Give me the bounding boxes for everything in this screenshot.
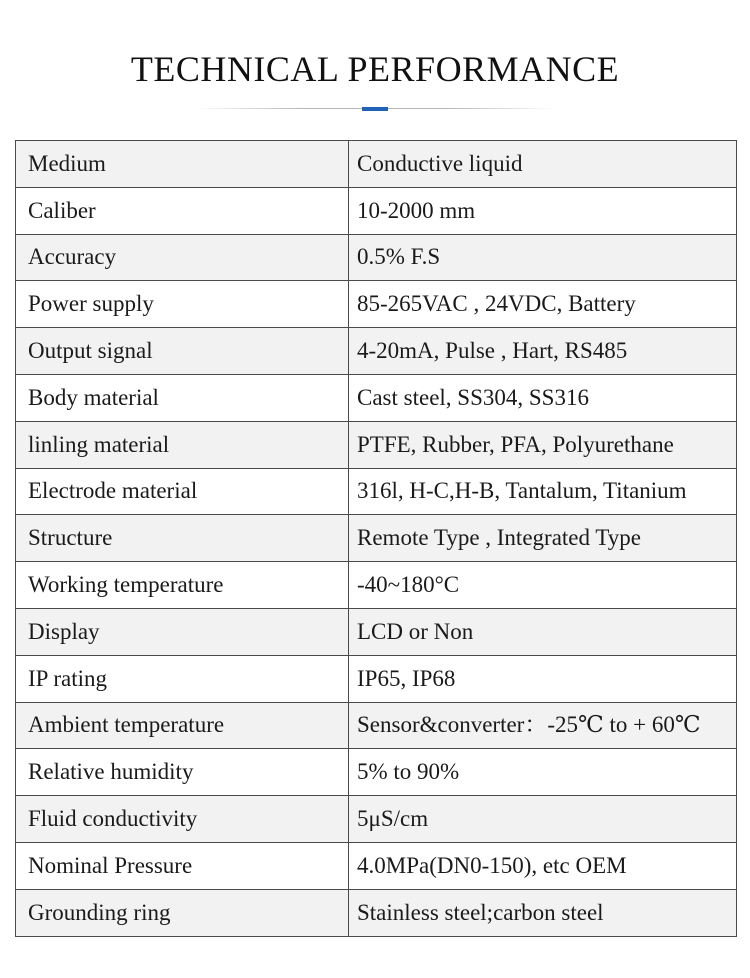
spec-value: LCD or Non xyxy=(349,608,737,655)
spec-value: Stainless steel;carbon steel xyxy=(349,889,737,936)
spec-value: 4.0MPa(DN0-150), etc OEM xyxy=(349,842,737,889)
table-row xyxy=(16,468,737,515)
table-row xyxy=(16,702,737,749)
table-row xyxy=(16,234,737,281)
table-row xyxy=(16,374,737,421)
table-row xyxy=(16,141,737,188)
spec-value: Sensor&converter：-25℃ to + 60℃ xyxy=(349,702,737,749)
spec-label: Accuracy xyxy=(16,234,349,281)
table-row xyxy=(16,749,737,796)
spec-label: Fluid conductivity xyxy=(16,796,349,843)
table-row xyxy=(16,796,737,843)
table-row xyxy=(16,608,737,655)
spec-label: Nominal Pressure xyxy=(16,842,349,889)
spec-label: linling material xyxy=(16,421,349,468)
spec-label: Caliber xyxy=(16,187,349,234)
spec-value: 316l, H-C,H-B, Tantalum, Titanium xyxy=(349,468,737,515)
spec-value: -40~180°C xyxy=(349,562,737,609)
spec-value: Conductive liquid xyxy=(349,141,737,188)
spec-label: Electrode material xyxy=(16,468,349,515)
spec-label: Ambient temperature xyxy=(16,702,349,749)
spec-value: 10-2000 mm xyxy=(349,187,737,234)
spec-value: IP65, IP68 xyxy=(349,655,737,702)
spec-label: Medium xyxy=(16,141,349,188)
spec-label: Grounding ring xyxy=(16,889,349,936)
spec-label: Display xyxy=(16,608,349,655)
spec-label: Body material xyxy=(16,374,349,421)
table-row xyxy=(16,328,737,375)
table-row xyxy=(16,515,737,562)
table-row xyxy=(16,281,737,328)
spec-label: Power supply xyxy=(16,281,349,328)
spec-value: 85-265VAC , 24VDC, Battery xyxy=(349,281,737,328)
spec-value: 5μS/cm xyxy=(349,796,737,843)
spec-label: Working temperature xyxy=(16,562,349,609)
spec-label: Relative humidity xyxy=(16,749,349,796)
spec-value: PTFE, Rubber, PFA, Polyurethane xyxy=(349,421,737,468)
title-divider-accent xyxy=(362,107,388,111)
spec-value: 5% to 90% xyxy=(349,749,737,796)
table-row xyxy=(16,421,737,468)
spec-label: Structure xyxy=(16,515,349,562)
spec-value: Cast steel, SS304, SS316 xyxy=(349,374,737,421)
spec-label: IP rating xyxy=(16,655,349,702)
table-row xyxy=(16,562,737,609)
spec-value: 4-20mA, Pulse , Hart, RS485 xyxy=(349,328,737,375)
spec-value: Remote Type , Integrated Type xyxy=(349,515,737,562)
table-row xyxy=(16,889,737,936)
page-title: TECHNICAL PERFORMANCE xyxy=(130,49,620,89)
table-row xyxy=(16,655,737,702)
table-row xyxy=(16,842,737,889)
spec-label: Output signal xyxy=(16,328,349,375)
spec-table xyxy=(15,140,737,937)
spec-value: 0.5% F.S xyxy=(349,234,737,281)
table-row xyxy=(16,187,737,234)
